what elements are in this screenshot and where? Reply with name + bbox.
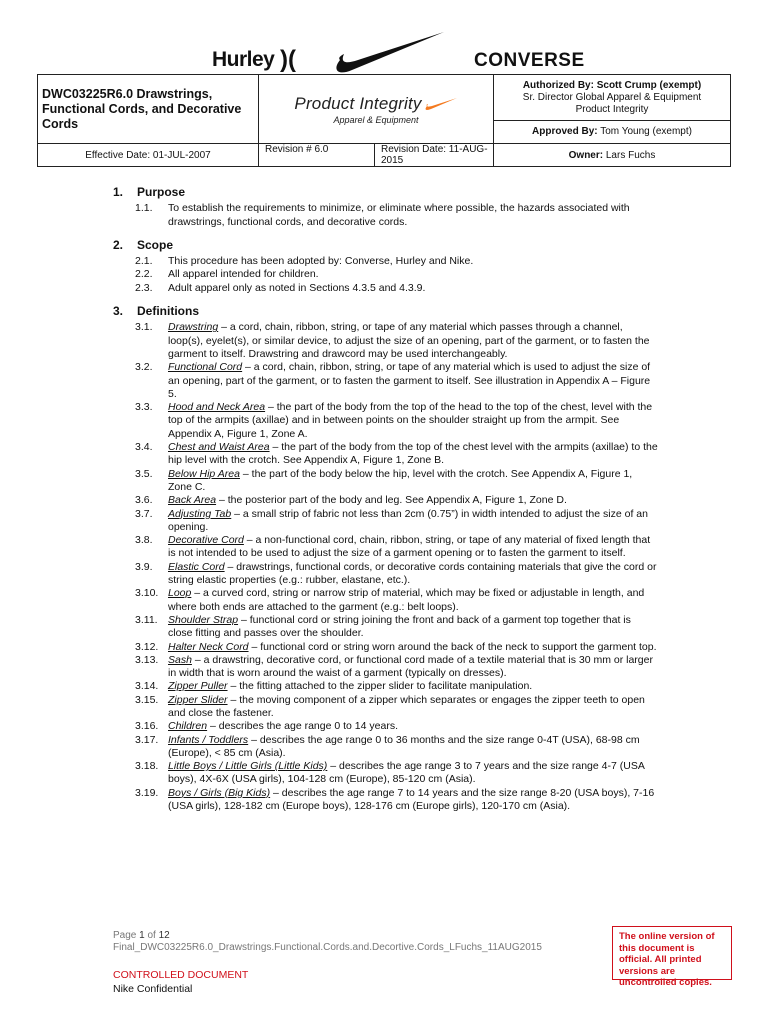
item-text — [168, 468, 658, 495]
item-number: 3.8. — [135, 534, 153, 547]
item-number: 3.4. — [135, 441, 153, 454]
item-number: 3.7. — [135, 507, 153, 520]
definition-text: – describes the age range 3 to 7 years and the size range 4-7 (USA boys), 4X-6X (USA girls), 104-128 cm (Europe), 85-120 cm (Asia). — [168, 760, 645, 786]
defined-term: Zipper Slider — [168, 693, 228, 706]
item-text: Adult apparel only as noted in Sections 4.3.5 and 4.3.9. — [168, 281, 426, 294]
list-item — [113, 734, 658, 761]
item-number: 3.17. — [135, 733, 159, 746]
item-number: 3.16. — [135, 720, 159, 733]
definition-text: – the part of the body from the top of the chest level with the armpits (axillae) to the hip level with the crotch. See Appendix A, Figure 1, Zone B. — [168, 441, 658, 467]
defined-term: Chest and Waist Area — [168, 441, 270, 454]
section-number: 1. — [113, 185, 124, 199]
authorized-role-2: Product Integrity — [575, 103, 649, 115]
list-item — [113, 720, 658, 733]
definition-text: – the part of the body below the hip, level with the crotch. See Appendix A, Figure 1, Zone C. — [168, 467, 633, 493]
list-item — [113, 680, 658, 693]
document-header-table — [37, 74, 731, 167]
owner-value: Lars Fuchs — [605, 149, 656, 161]
item-text — [168, 654, 658, 681]
item-number: 3.5. — [135, 467, 153, 480]
section-number: 2. — [113, 237, 124, 252]
brand-logos — [0, 28, 768, 76]
item-text — [168, 641, 658, 654]
definition-text: – drawstrings, functional cords, or decorative cords containing materials that give the cord or string elastic properties (e.g.: rubber, elastane, etc.). — [168, 560, 657, 587]
definition-text: – a curved cord, string or narrow strip of material, which may be fixed or adjustable in length, and where both ends are attached to the garment (e.g.: belt loops). — [168, 587, 645, 613]
list-item — [113, 614, 658, 641]
section-scope — [113, 239, 658, 295]
document-body — [113, 186, 658, 823]
footer-filename: Final_DWC03225R6.0_Drawstrings.Functional.Cords.and.Decortive.Cords_LFuchs_11AUG2015 — [113, 942, 542, 953]
definition-text: – functional cord or string joining the front and back of a garment top together that is close fitting and passes over the shoulder. — [168, 613, 631, 640]
defined-term: Hood and Neck Area — [168, 401, 266, 414]
item-number: 3.18. — [135, 760, 159, 773]
defined-term: Infants / Toddlers — [168, 733, 249, 746]
item-text: To establish the requirements to minimize, or eliminate where possible, the hazards associated with drawstrings, functional cords, and decorative cords. — [168, 202, 630, 228]
defined-term: Below Hip Area — [168, 467, 240, 480]
defined-term: Little Boys / Little Girls (Little Kids) — [168, 760, 328, 773]
defined-term: Halter Neck Cord — [168, 640, 249, 653]
nike-swoosh-icon — [330, 30, 446, 74]
converse-logo: CONVERSE — [474, 50, 585, 71]
list-item — [113, 202, 658, 229]
defined-term: Adjusting Tab — [168, 507, 232, 520]
section-heading — [113, 239, 658, 252]
owner-label: Owner: — [568, 149, 604, 161]
definition-text: – functional cord or string worn around the back of the neck to support the garment top. — [248, 640, 657, 653]
list-item — [113, 494, 658, 507]
item-number: 3.13. — [135, 653, 159, 666]
defined-term: Boys / Girls (Big Kids) — [168, 786, 271, 799]
section-heading — [113, 186, 658, 199]
authorized-by: Authorized By: Scott Crump (exempt) — [522, 79, 702, 91]
orange-swoosh-icon — [424, 97, 458, 111]
approved-by-label: Approved By: — [532, 126, 598, 137]
item-text — [168, 680, 658, 693]
item-number: 3.12. — [135, 640, 159, 653]
definition-text: – a cord, chain, ribbon, string, or tape of any material which passes through a channel, loop(s), eyelet(s), or similar device, to adjust the size of an opening, part of the garment, or to fasten the garment to itself. Drawstring and drawcord may be used interchangeably. — [168, 321, 650, 360]
list-item — [113, 255, 658, 268]
section-heading — [113, 305, 658, 318]
item-text: All apparel intended for children. — [168, 268, 319, 281]
defined-term: Drawstring — [168, 321, 219, 334]
item-number: 2.2. — [135, 268, 153, 281]
item-text — [168, 361, 658, 401]
approved-by-cell — [494, 121, 731, 144]
list-item — [113, 361, 658, 401]
list-item — [113, 508, 658, 535]
defined-term: Back Area — [168, 494, 217, 507]
list-item — [113, 787, 658, 814]
item-text — [168, 494, 658, 507]
definition-text: – describes the age range 0 to 36 months and the size range 0-4T (USA), 68-98 cm (Europe), < 85 cm (Asia). — [168, 733, 640, 759]
list-item — [113, 282, 658, 295]
owner-cell — [494, 144, 731, 167]
item-number: 3.14. — [135, 680, 159, 693]
item-number: 3.10. — [135, 587, 159, 600]
item-number: 3.3. — [135, 401, 153, 414]
item-text — [168, 614, 658, 641]
item-text — [168, 787, 658, 814]
defined-term: Children — [168, 720, 208, 733]
section-title: Purpose — [137, 185, 186, 199]
section-purpose — [113, 186, 658, 229]
item-text — [168, 534, 658, 561]
revision-number — [259, 144, 494, 167]
list-item — [113, 401, 658, 441]
list-item — [113, 534, 658, 561]
page-number — [113, 930, 542, 942]
item-number: 3.6. — [135, 494, 153, 507]
list-item — [113, 641, 658, 654]
list-item — [113, 468, 658, 495]
effective-date: Effective Date: 01-JUL-2007 — [38, 144, 259, 167]
list-item — [113, 587, 658, 614]
item-number: 3.2. — [135, 361, 153, 374]
hurley-logo: Hurley — [212, 48, 275, 71]
section-title: Definitions — [137, 304, 199, 319]
page-prefix: Page — [113, 930, 140, 941]
item-number: 3.19. — [135, 786, 159, 799]
page-current: 1 — [139, 930, 145, 941]
item-text — [168, 561, 658, 588]
definition-text: – a cord, chain, ribbon, string, or tape of any material which is used to adjust the size of an opening, part of the garment, or to fasten the garment to itself. See illustration in Appendix A – Figure 5. — [168, 361, 651, 400]
page-mid: of — [144, 930, 159, 941]
item-number: 2.1. — [135, 255, 153, 268]
item-text — [168, 401, 658, 441]
definition-text: – a drawstring, decorative cord, or functional cord made of a textile material that is 30 mm or larger in width that is worn around the waist of a garment (typically on dresses). — [168, 653, 653, 680]
item-number: 3.11. — [135, 613, 158, 626]
definition-text: – the moving component of a zipper which separates or engages the zipper teeth to open and close the fastener. — [168, 693, 645, 719]
item-number: 2.3. — [135, 281, 153, 294]
list-item — [113, 760, 658, 787]
item-text — [168, 760, 658, 787]
list-item — [113, 268, 658, 281]
list-item — [113, 654, 658, 681]
approved-by-value: Tom Young (exempt) — [600, 126, 692, 137]
section-title: Scope — [137, 237, 174, 252]
product-integrity-title: Product Integrity — [294, 93, 422, 113]
list-item — [113, 441, 658, 468]
revision-date: Revision Date: 11-AUG-2015 — [381, 144, 488, 166]
item-number: 1.1. — [135, 202, 153, 215]
page-total: 12 — [158, 930, 170, 941]
authorized-by-cell — [494, 75, 731, 121]
defined-term: Sash — [168, 653, 192, 666]
defined-term: Loop — [168, 587, 192, 600]
list-item — [113, 561, 658, 588]
list-item — [113, 694, 658, 721]
revision-number-text: Revision # 6.0 — [259, 144, 375, 166]
defined-term: Functional Cord — [168, 361, 243, 374]
definition-text: – the fitting attached to the zipper slider to facilitate manipulation. — [227, 680, 533, 693]
definition-text: – a small strip of fabric not less than 2cm (0.75”) in width intended to adjust the size of an opening. — [168, 507, 648, 533]
item-text — [168, 694, 658, 721]
list-item — [113, 321, 658, 361]
item-text: This procedure has been adopted by: Converse, Hurley and Nike. — [168, 255, 474, 268]
definition-text: – the part of the body from the top of the head to the top of the chest, level with the top of the armpits (axillae) and in between points on the shoulder straight up from the armpit. See Appendix A, Figure 1, Zone A. — [168, 401, 653, 440]
item-number: 3.9. — [135, 560, 153, 573]
item-text — [168, 321, 658, 361]
hurley-mark-icon: )( — [280, 46, 296, 73]
document-title: DWC03225R6.0 Drawstrings, Functional Cords, and Decorative Cords — [38, 75, 259, 144]
definition-text: – describes the age range 0 to 14 years. — [207, 720, 398, 733]
authorized-role-1: Sr. Director Global Apparel & Equipment — [522, 91, 702, 103]
item-text — [168, 720, 658, 733]
defined-term: Decorative Cord — [168, 534, 244, 547]
product-integrity-logo — [259, 75, 494, 144]
item-number: 3.1. — [135, 321, 153, 334]
item-text — [168, 587, 658, 614]
item-number: 3.15. — [135, 693, 159, 706]
controlled-document-label: CONTROLLED DOCUMENT — [113, 969, 249, 981]
product-integrity-subtitle: Apparel & Equipment — [333, 114, 419, 125]
section-number: 3. — [113, 304, 124, 319]
confidential-label: Nike Confidential — [113, 983, 193, 995]
definition-text: – a non-functional cord, chain, ribbon, string, or tape of any material of fixed length that is not intended to be used to adjust the size of a garment opening or to fasten the garment to itself. — [168, 534, 651, 560]
defined-term: Zipper Puller — [168, 680, 228, 693]
definition-text: – the posterior part of the body and leg. See Appendix A, Figure 1, Zone D. — [216, 494, 567, 507]
item-text — [168, 441, 658, 468]
online-version-notice: The online version of this document is official. All printed versions are uncontrolled copies. — [612, 926, 732, 980]
page-footer — [113, 930, 542, 954]
defined-term: Shoulder Strap — [168, 613, 239, 626]
section-definitions — [113, 305, 658, 813]
item-text — [168, 734, 658, 761]
defined-term: Elastic Cord — [168, 560, 225, 573]
item-text — [168, 508, 658, 535]
definition-text: – describes the age range 7 to 14 years and the size range 8-20 (USA boys), 7-16 (USA girls), 128-182 cm (Europe boys), 128-176 cm (Europe girls), 120-170 cm (Asia). — [168, 786, 655, 813]
